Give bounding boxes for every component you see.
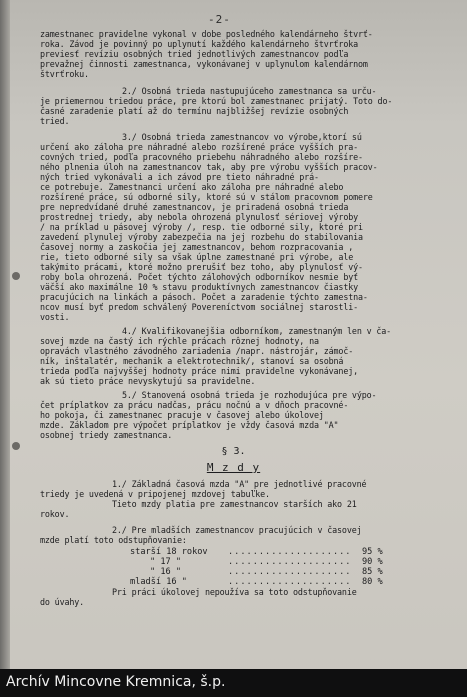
text-line: mzde. Základom pre výpočet príplatkov je vždy časová mzda "A" bbox=[40, 420, 339, 430]
text-line: 2./ Osobná trieda nastupujúceho zamestnanca sa urču- bbox=[122, 86, 377, 96]
age-percent: 85 % bbox=[362, 567, 383, 577]
text-line: štvrťroku. bbox=[40, 69, 89, 79]
section-mark: § 3. bbox=[221, 446, 246, 457]
text-line: rokov. bbox=[40, 509, 70, 519]
leader-dots: .................... bbox=[228, 547, 352, 557]
age-percent: 90 % bbox=[362, 557, 383, 567]
text-line: triedy je uvedená v pripojenej mzdovej tabuľke. bbox=[40, 489, 270, 499]
text-line: zavedení plynulej výroby zabezpečia na jej rozbehu do stabilovania bbox=[40, 232, 363, 242]
text-line: osobnej triedy zamestnanca. bbox=[40, 430, 173, 440]
text-line: prostrednej triedy, aby nebola ohrozená plynulosť sériovej výroby bbox=[40, 212, 358, 222]
text-line: prevažnej činnosti zamestnanca, vykonávanej v uplynulom kalendárnom bbox=[40, 59, 368, 69]
text-line: roka. Závod je povinný po uplynutí každého kalendárneho štvrťroka bbox=[40, 39, 358, 49]
text-line: ncov musí byť predom schválený Povereníctvom sociálnej starostli- bbox=[40, 302, 358, 312]
text-line: pracujúcich na linkách a pásoch. Počet a zaradenie týchto zamestna- bbox=[40, 292, 368, 302]
text-line: ník, inštalatér, mechanik a elektrotechnik/, stanoví sa osobná bbox=[40, 356, 344, 366]
text-line: Pri práci úkolovej nepoužíva sa toto odstupňovanie bbox=[112, 587, 357, 597]
text-line: pre nepredvídané druhé zamestnancov, je priradená osobná trieda bbox=[40, 202, 349, 212]
text-line: do úvahy. bbox=[40, 597, 85, 607]
text-line: covných tried, podľa pracovného priebehu náhradného alebo rozšíre- bbox=[40, 152, 363, 162]
text-line: je priemernou triedou práce, pre ktorú bol zamestnanec prijatý. Toto do- bbox=[40, 96, 393, 106]
text-line: časné zaradenie platí až do termínu najbližšej revízie osobných bbox=[40, 106, 349, 116]
text-line: väčší ako maximálne 10 % stavu produktívnych zamestnancov čiastky bbox=[40, 282, 358, 292]
section-title: M z d y bbox=[206, 461, 261, 474]
text-line: ného plnenia úloh na zamestnancov tak, aby pre výrobu vyšších pracov- bbox=[40, 162, 378, 172]
text-line: previesť revíziu osobných tried jednotlivých zamestnancov podľa bbox=[40, 49, 349, 59]
page-number: -2- bbox=[208, 13, 231, 26]
text-line: čet príplatkov za prácu nadčas, prácu nočnú a v dňoch pracovné- bbox=[40, 400, 349, 410]
age-label: " 16 " bbox=[150, 567, 182, 577]
text-line: rozšírené práce, sú odborné sily, ktoré sú v stálom pracovnom pomere bbox=[40, 192, 373, 202]
age-percent: 95 % bbox=[362, 547, 383, 557]
page-left-edge bbox=[0, 0, 10, 697]
leader-dots: .................... bbox=[228, 567, 352, 577]
text-line: ak sú tieto práce nevyskytujú sa pravidelne. bbox=[40, 376, 256, 386]
text-line: 5./ Stanovená osobná trieda je rozhodujúca pre výpo- bbox=[122, 390, 377, 400]
text-line: takýmito prácami, ktoré možno prerušiť bez toho, aby plynulosť vý- bbox=[40, 262, 363, 272]
leader-dots: .................... bbox=[228, 577, 352, 587]
text-line: 1./ Základná časová mzda "A" pre jednotlivé pracovné bbox=[112, 479, 367, 489]
text-line: trieda podľa najvyššej hodnoty práce nimi pravidelne vykonávanej, bbox=[40, 366, 358, 376]
text-line: 3./ Osobná trieda zamestnancov vo výrobe,ktorí sú bbox=[122, 132, 362, 142]
text-line: určení ako záloha pre náhradné alebo rozšírené práce vyšších pra- bbox=[40, 142, 358, 152]
age-label: " 17 " bbox=[150, 557, 182, 567]
text-line: rie, tieto odborné sily sa však úplne zamestnané pri výrobe, ale bbox=[40, 252, 354, 262]
text-line: / na príklad u pásovej výroby /, resp. tie odborné sily, ktoré pri bbox=[40, 222, 363, 232]
text-line: tried. bbox=[40, 116, 70, 126]
text-line: Tieto mzdy platia pre zamestnancov starších ako 21 bbox=[112, 499, 357, 509]
text-line: mzde platí toto odstupňovanie: bbox=[40, 535, 187, 545]
text-line: sovej mzde na častý ich rýchle prácach rôznej hodnoty, na bbox=[40, 336, 319, 346]
text-line: ho pokoja, či zamestnanec pracuje v časovej alebo úkolovej bbox=[40, 410, 324, 420]
text-line: vosti. bbox=[40, 312, 70, 322]
text-line: ce potrebuje. Zamestnanci určení ako záloha pre náhradné alebo bbox=[40, 182, 344, 192]
age-label: starší 18 rokov bbox=[130, 547, 208, 557]
text-line: ných tried vykonávali a ich závod pre tieto náhradné prá- bbox=[40, 172, 319, 182]
archive-footer-text: Archív Mincovne Kremnica, š.p. bbox=[6, 674, 226, 690]
text-line: 2./ Pre mladších zamestnancov pracujúcich v časovej bbox=[112, 525, 362, 535]
punch-hole bbox=[12, 272, 20, 280]
age-percent: 80 % bbox=[362, 577, 383, 587]
age-label: mladší 16 " bbox=[130, 577, 187, 587]
text-line: zamestnanec pravidelne vykonal v dobe posledného kalendárneho štvrť- bbox=[40, 29, 373, 39]
text-line: roby bola ohrozená. Počet týchto zálohových odborníkov nesmie byť bbox=[40, 272, 358, 282]
text-line: 4./ Kvalifikovanejšia odborníkom, zamestnaným len v ča- bbox=[122, 326, 392, 336]
archive-footer bbox=[0, 669, 467, 697]
text-line: časovej normy a zaskočia jej zamestnancov, behom rozpracovania , bbox=[40, 242, 354, 252]
text-line: opravách vlastného závodného zariadenia /napr. nástrojár, zámoč- bbox=[40, 346, 354, 356]
leader-dots: .................... bbox=[228, 557, 352, 567]
